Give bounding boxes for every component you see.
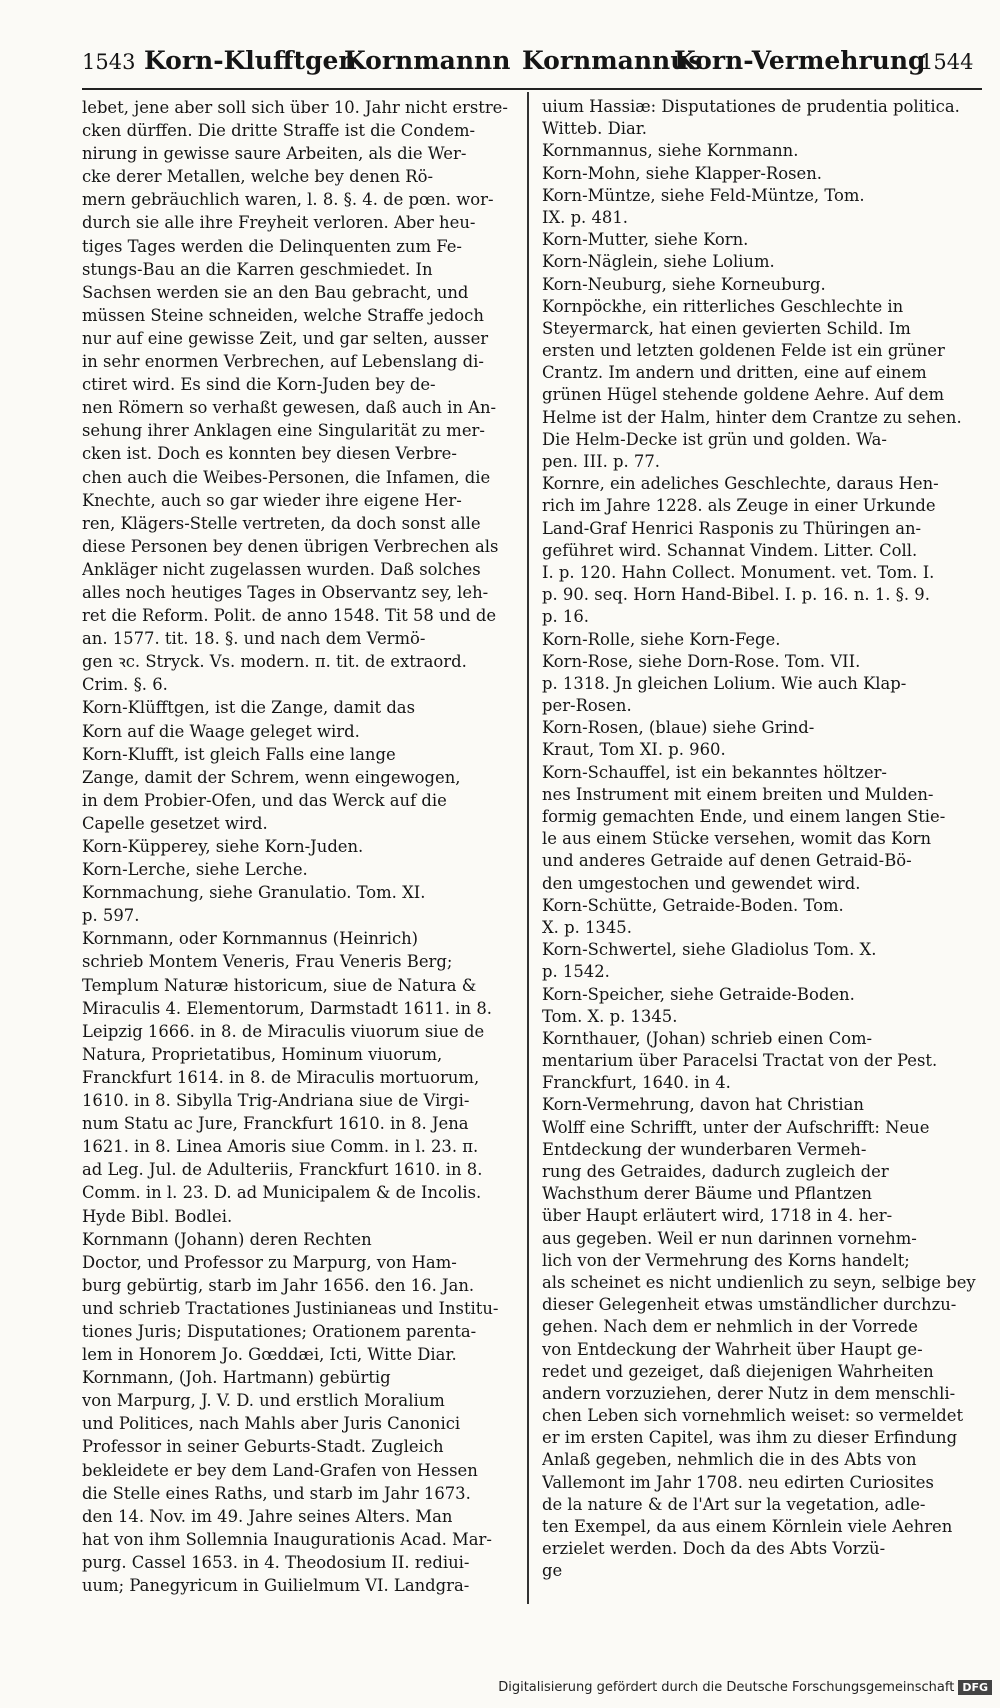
text-line: in dem Probier-Ofen, und das Werck auf die <box>82 790 447 810</box>
footer-text: Digitalisierung gefördert durch die Deutsche Forschungsgemeinschaft <box>498 1680 955 1695</box>
text-line: durch sie alle ihre Freyheit verloren. Aber heu- <box>82 213 476 233</box>
text-line: geführet wird. Schannat Vindem. Litter. Coll. <box>542 540 918 560</box>
text-line: Leipzig 1666. in 8. de Miraculis viuorum siue de <box>82 1021 485 1041</box>
text-line: tiges Tages werden die Delinquenten zum Fe- <box>82 236 462 256</box>
text-line: Natura, Proprietatibus, Hominum viuorum, <box>82 1044 443 1064</box>
text-line: Hyde Bibl. Bodlei. <box>82 1206 233 1226</box>
text-line: Korn-Küpperey, siehe Korn-Juden. <box>82 837 364 856</box>
text-line: I. p. 120. Hahn Collect. Monument. vet. Tom. I. <box>542 562 935 582</box>
text-line: und Politices, nach Mahls aber Juris Canonici <box>82 1414 461 1434</box>
text-line: Kornmannus, siehe Kornmann. <box>542 141 799 161</box>
text-line: Tom. X. p. 1345. <box>542 1006 678 1026</box>
text-line: chen Leben sich vornehmlich weiset: so vermeldet <box>542 1406 964 1426</box>
text-line: formig gemachten Ende, und einem langen Stie- <box>542 807 946 826</box>
text-line: burg gebürtig, starb im Jahr 1656. den 16. Jan. <box>82 1275 475 1295</box>
text-line: de la nature & de l'Art sur la vegetation, adle- <box>542 1494 926 1514</box>
left-header-title-2: Kornmannn <box>344 46 511 75</box>
text-line: andern vorzuziehen, derer Nutz in dem menschli- <box>542 1383 956 1403</box>
text-line: Kornmachung, siehe Granulatio. Tom. XI. <box>82 883 426 903</box>
text-line: Kornmann (Johann) deren Rechten <box>82 1229 372 1249</box>
text-line: p. 90. seq. Horn Hand-Bibel. I. p. 16. n. 1. §. 9. <box>542 585 930 605</box>
text-line: ge <box>542 1561 563 1581</box>
text-line: Comm. in l. 23. D. ad Municipalem & de Incolis. <box>82 1183 482 1203</box>
text-line: ren, Klägers-Stelle vertreten, da doch sonst alle <box>82 513 481 533</box>
text-line: Steyermarck, hat einen gevierten Schild. Im <box>542 318 911 338</box>
text-line: dieser Gelegenheit etwas umständlicher durchzu- <box>542 1295 957 1315</box>
text-line: Crantz. Im andern und dritten, eine auf einem <box>542 363 927 383</box>
text-line: uum; Panegyricum in Guilielmum VI. Landgra- <box>82 1576 470 1595</box>
header-rule <box>82 88 982 90</box>
text-line: Die Helm-Decke ist grün und golden. Wa- <box>542 429 887 449</box>
text-line: alles noch heutiges Tages in Observantz sey, leh- <box>82 582 489 602</box>
text-line: über Haupt erläutert wird, 1718 in 4. her- <box>542 1206 893 1226</box>
text-line: sehung ihrer Anklagen eine Singularität zu mer- <box>82 421 485 441</box>
text-line: erzielet werden. Doch da des Abts Vorzü- <box>542 1539 886 1559</box>
right-page-number: 1544 <box>920 50 974 74</box>
text-line: diese Personen bey denen übrigen Verbrechen als <box>82 536 499 556</box>
text-line: Miraculis 4. Elementorum, Darmstadt 1611. in 8. <box>82 998 492 1018</box>
text-line: ten Exempel, da aus einem Körnlein viele Aehren <box>542 1517 953 1536</box>
text-line: Sachsen werden sie an den Bau gebracht, und <box>82 282 469 302</box>
text-line: redet und gezeiget, daß diejenigen Wahrheiten <box>542 1361 934 1381</box>
text-line: Korn-Lerche, siehe Lerche. <box>82 860 308 880</box>
text-line: die Stelle eines Raths, und starb im Jahr 1673. <box>82 1483 471 1503</box>
text-line: Kornmann, (Joh. Hartmann) gebürtig <box>82 1368 391 1388</box>
text-line: num Statu ac Jure, Franckfurt 1610. in 8. Jena <box>82 1114 469 1134</box>
text-line: nirung in gewisse saure Arbeiten, als die Wer- <box>82 144 467 164</box>
text-line: als scheinet es nicht undienlich zu seyn, selbige bey <box>542 1272 976 1292</box>
text-line: tiones Juris; Disputationes; Orationem parenta- <box>82 1321 477 1341</box>
text-line: Franckfurt, 1640. in 4. <box>542 1073 731 1093</box>
left-column <box>82 96 518 1597</box>
text-line: und schrieb Tractationes Justinianeas und Institu- <box>82 1298 499 1318</box>
text-line: Franckfurt 1614. in 8. de Miraculis mortuorum, <box>82 1067 480 1087</box>
text-line: Korn-Mutter, siehe Korn. <box>542 230 749 250</box>
text-line: Vallemont im Jahr 1708. neu edirten Curiosites <box>542 1472 934 1492</box>
text-line: X. p. 1345. <box>542 917 632 937</box>
text-line: 1621. in 8. Linea Amoris siue Comm. in l. 23. π. <box>82 1137 479 1157</box>
text-line: Knechte, auch so gar wieder ihre eigene Her- <box>82 490 462 510</box>
text-line: Wachsthum derer Bäume und Pflantzen <box>542 1184 872 1204</box>
text-line: Korn-Mohn, siehe Klapper-Rosen. <box>542 163 823 183</box>
text-line: Entdeckung der wunderbaren Vermeh- <box>542 1139 867 1159</box>
text-line: lich von der Vermehrung des Korns handelt; <box>542 1250 910 1270</box>
text-line: Professor in seiner Geburts-Stadt. Zugleich <box>82 1437 444 1457</box>
text-line: Helme ist der Halm, hinter dem Crantze zu sehen. <box>542 407 962 427</box>
running-header <box>82 40 982 80</box>
text-line: Anlaß gegeben, nehmlich die in des Abts von <box>542 1450 917 1470</box>
text-line: lebet, jene aber soll sich über 10. Jahr nicht erstre- <box>82 98 508 117</box>
text-line: mentarium über Paracelsi Tractat von der Pest. <box>542 1051 938 1071</box>
text-line: Crim. §. 6. <box>82 675 168 695</box>
text-line: Kornpöckhe, ein ritterliches Geschlechte in <box>542 296 904 316</box>
text-line: Korn-Neuburg, siehe Korneuburg. <box>542 274 826 294</box>
text-line: Witteb. Diar. <box>542 119 647 139</box>
text-line: ad Leg. Jul. de Adulteriis, Franckfurt 1610. in 8. <box>82 1160 483 1180</box>
text-line: Korn-Rose, siehe Dorn-Rose. Tom. VII. <box>542 651 861 671</box>
text-line: cken dürffen. Die dritte Straffe ist die Condem- <box>82 121 476 141</box>
text-line: den 14. Nov. im 49. Jahre seines Alters. Man <box>82 1506 453 1526</box>
text-line: mern gebräuchlich waren, l. 8. §. 4. de pœn. wor- <box>82 190 494 210</box>
dfg-logo: DFG <box>958 1680 992 1695</box>
text-line: stungs-Bau an die Karren geschmiedet. In <box>82 259 433 279</box>
text-line: nes Instrument mit einem breiten und Mulden- <box>542 784 934 804</box>
text-line: rich im Jahre 1228. als Zeuge in einer Urkunde <box>542 496 936 516</box>
text-line: Korn auf die Waage geleget wird. <box>82 721 360 741</box>
text-line: le aus einem Stücke versehen, womit das Korn <box>542 829 932 849</box>
text-line: Korn-Schwertel, siehe Gladiolus Tom. X. <box>542 940 877 960</box>
right-column <box>542 96 984 1583</box>
text-line: Kornthauer, (Johan) schrieb einen Com- <box>542 1028 873 1048</box>
text-line: an. 1577. tit. 18. §. und nach dem Vermö- <box>82 629 426 649</box>
text-line: Korn-Speicher, siehe Getraide-Boden. <box>542 984 855 1004</box>
text-line: cken ist. Doch es konnten bey diesen Verbre- <box>82 444 457 464</box>
text-line: Korn-Klüfftgen, ist die Zange, damit das <box>82 698 415 718</box>
footer-credit <box>498 1680 992 1695</box>
text-line: p. 597. <box>82 906 140 926</box>
text-line: Korn-Schütte, Getraide-Boden. Tom. <box>542 895 844 915</box>
text-line: nur auf eine gewisse Zeit, und gar selten, ausser <box>82 328 489 348</box>
text-line: und anderes Getraide auf denen Getraid-Bö- <box>542 851 912 871</box>
text-line: nen Römern so verhaßt gewesen, daß auch in An- <box>82 398 497 418</box>
text-line: Korn-Schauffel, ist ein bekanntes höltzer- <box>542 762 887 782</box>
text-line: müssen Steine schneiden, welche Straffe jedoch <box>82 305 484 325</box>
text-line: uium Hassiæ: Disputationes de prudentia politica. <box>542 97 960 116</box>
column-divider <box>527 92 529 1604</box>
text-line: Ankläger nicht zugelassen wurden. Daß solches <box>82 559 481 579</box>
text-line: Korn-Näglein, siehe Lolium. <box>542 252 775 272</box>
text-line: von Entdeckung der Wahrheit über Haupt ge- <box>542 1339 923 1359</box>
text-line: Land-Graf Henrici Rasponis zu Thüringen an- <box>542 518 922 538</box>
text-line: pen. III. p. 77. <box>542 452 660 471</box>
text-line: p. 16. <box>542 607 589 627</box>
text-line: aus gegeben. Weil er nun darinnen vornehm- <box>542 1228 917 1248</box>
text-line: grünen Hügel stehende goldene Aehre. Auf dem <box>542 385 945 405</box>
text-line: Korn-Rolle, siehe Korn-Fege. <box>542 629 781 649</box>
text-line: Korn-Müntze, siehe Feld-Müntze, Tom. <box>542 185 865 205</box>
text-line: hat von ihm Sollemnia Inaugurationis Acad. Mar- <box>82 1529 492 1549</box>
text-line: Capelle gesetzet wird. <box>82 813 268 833</box>
text-line: Korn-Klufft, ist gleich Falls eine lange <box>82 744 396 764</box>
text-line: Kornre, ein adeliches Geschlechte, daraus Hen- <box>542 474 939 494</box>
text-line: per-Rosen. <box>542 696 632 716</box>
text-line: ersten und letzten goldenen Felde ist ein grüner <box>542 341 945 361</box>
text-line: 1610. in 8. Sibylla Trig-Andriana siue de Virgi- <box>82 1091 470 1111</box>
text-line: er im ersten Capitel, was ihm zu dieser Erfindung <box>542 1428 958 1448</box>
text-line: chen auch die Weibes-Personen, die Infamen, die <box>82 467 491 487</box>
text-line: schrieb Montem Veneris, Frau Veneris Berg; <box>82 952 453 972</box>
text-line: p. 1318. Jn gleichen Lolium. Wie auch Klap- <box>542 673 907 693</box>
text-line: gen ꝛc. Stryck. Vs. modern. π. tit. de extraord. <box>82 652 467 672</box>
text-line: IX. p. 481. <box>542 207 628 227</box>
text-line: Korn-Vermehrung, davon hat Christian <box>542 1095 864 1115</box>
text-line: Zange, damit der Schrem, wenn eingewogen, <box>82 767 461 787</box>
left-page-number: 1543 <box>82 50 136 74</box>
text-line: Kornmann, oder Kornmannus (Heinrich) <box>82 929 419 949</box>
right-header-title-2: Korn-Vermehrung <box>674 46 926 75</box>
text-line: Kraut, Tom XI. p. 960. <box>542 740 726 760</box>
text-line: lem in Honorem Jo. Gœddæi, Icti, Witte Diar. <box>82 1345 457 1365</box>
text-line: cke derer Metallen, welche bey denen Rö- <box>82 167 434 187</box>
text-line: Korn-Rosen, (blaue) siehe Grind- <box>542 718 815 738</box>
text-line: purg. Cassel 1653. in 4. Theodosium II. rediui- <box>82 1552 470 1572</box>
text-line: ctiret wird. Es sind die Korn-Juden bey de- <box>82 375 436 395</box>
text-line: Doctor, und Professor zu Marpurg, von Ham- <box>82 1252 457 1272</box>
text-line: rung des Getraides, dadurch zugleich der <box>542 1162 889 1181</box>
text-line: gehen. Nach dem er nehmlich in der Vorrede <box>542 1317 918 1337</box>
left-header-title-1: Korn-Klufftgen <box>144 46 357 75</box>
text-line: ret die Reform. Polit. de anno 1548. Tit 58 und de <box>82 606 497 626</box>
text-line: p. 1542. <box>542 962 610 982</box>
text-line: Templum Naturæ historicum, siue de Natura & <box>82 975 477 995</box>
text-line: bekleidete er bey dem Land-Grafen von Hessen <box>82 1460 478 1480</box>
right-header-title-1: Kornmannus <box>522 46 703 75</box>
text-line: von Marpurg, J. V. D. und erstlich Moralium <box>82 1391 445 1411</box>
text-line: Wolff eine Schrifft, unter der Aufschrifft: Neue <box>542 1117 930 1137</box>
text-line: in sehr enormen Verbrechen, auf Lebenslang di- <box>82 352 484 372</box>
text-line: den umgestochen und gewendet wird. <box>542 873 861 893</box>
